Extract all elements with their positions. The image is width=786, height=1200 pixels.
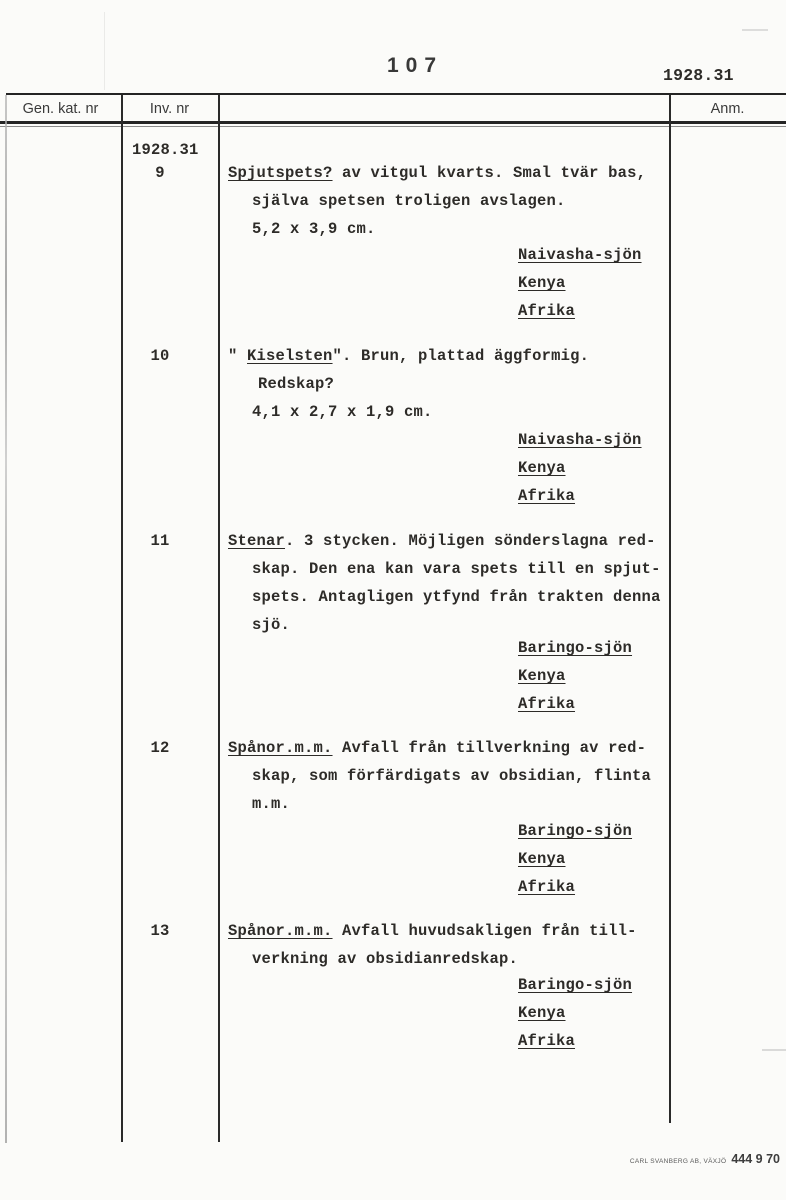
inventory-number: 9 — [155, 164, 165, 182]
entry-line — [228, 159, 670, 187]
provenance-country: Kenya — [518, 1004, 566, 1022]
entry-line: själva spetsen troligen avslagen. — [252, 192, 566, 210]
entry-line: 5,2 x 3,9 cm. — [252, 220, 376, 238]
page-left-margin-rule — [5, 95, 7, 1143]
catalog-entry-11 — [130, 527, 670, 639]
catalog-entry-9 — [130, 159, 670, 243]
inventory-number: 13 — [150, 922, 170, 940]
provenance-continent: Afrika — [518, 695, 576, 713]
entry-line — [228, 734, 670, 762]
provenance-place: Baringo-sjön — [518, 822, 633, 840]
provenance-block — [518, 817, 632, 901]
header-inv-nr: Inv. nr — [149, 101, 190, 117]
provenance-continent: Afrika — [518, 487, 576, 505]
provenance-block — [518, 241, 642, 325]
printer-name: CARL SVANBERG AB, VÄXJÖ — [629, 1158, 727, 1165]
provenance-block — [518, 426, 642, 510]
entry-heading-prefix: " — [228, 347, 248, 365]
provenance-country: Kenya — [518, 274, 566, 292]
provenance-continent: Afrika — [518, 878, 576, 896]
provenance-place: Baringo-sjön — [518, 976, 633, 994]
entry-line: 4,1 x 2,7 x 1,9 cm. — [252, 403, 433, 421]
entry-heading: Spånor.m.m. — [228, 922, 333, 940]
inventory-number: 12 — [150, 739, 170, 757]
provenance-country: Kenya — [518, 850, 566, 868]
column-rule-genkat-inv — [121, 95, 123, 1142]
entry-heading: Kiselsten — [247, 347, 333, 365]
entry-line: skap. Den ena kan vara spets till en spjut- — [252, 560, 661, 578]
provenance-continent: Afrika — [518, 1032, 576, 1050]
entry-line — [228, 917, 670, 945]
entry-heading: Spånor.m.m. — [228, 739, 333, 757]
entry-first-line-rest: Avfall från tillverkning av red- — [332, 739, 647, 757]
header-anm: Anm. — [710, 101, 745, 117]
provenance-block — [518, 971, 632, 1055]
catalog-entry-12 — [130, 734, 670, 818]
entry-line: skap, som förfärdigats av obsidian, flinta — [252, 767, 652, 785]
provenance-block — [518, 634, 632, 718]
provenance-country: Kenya — [518, 667, 566, 685]
entry-line — [228, 342, 670, 370]
catalog-entry-10 — [130, 342, 670, 426]
entry-line: verkning av obsidianredskap. — [252, 950, 519, 968]
inventory-group-label: 1928.31 — [132, 141, 199, 159]
provenance-place: Naivasha-sjön — [518, 246, 642, 264]
entry-line: Redskap? — [258, 375, 335, 393]
page-number: 107 — [386, 54, 444, 77]
entry-line: m.m. — [252, 795, 291, 813]
provenance-continent: Afrika — [518, 302, 576, 320]
entry-line — [228, 527, 670, 555]
provenance-place: Baringo-sjön — [518, 639, 633, 657]
entry-line: sjö. — [252, 616, 291, 634]
year-reference: 1928.31 — [663, 66, 734, 85]
provenance-place: Naivasha-sjön — [518, 431, 642, 449]
printer-code: 444 9 70 — [731, 1152, 780, 1166]
entry-heading: Stenar — [228, 532, 286, 550]
scan-artifact — [104, 12, 105, 90]
entry-heading: Spjutspets? — [228, 164, 333, 182]
provenance-country: Kenya — [518, 459, 566, 477]
entry-first-line-rest: av vitgul kvarts. Smal tvär bas, — [332, 164, 647, 182]
inventory-number: 10 — [150, 347, 170, 365]
entry-first-line-rest: . 3 stycken. Möjligen sönderslagna red- — [285, 532, 656, 550]
entry-first-line-rest: Avfall huvudsakligen från till- — [332, 922, 637, 940]
printer-imprint — [630, 1152, 780, 1166]
entry-line: spets. Antagligen ytfynd från trakten denna — [252, 588, 661, 606]
scan-artifact — [742, 29, 768, 31]
inventory-number: 11 — [150, 532, 170, 550]
entry-first-line-rest: ". Brun, plattad äggformig. — [332, 347, 590, 365]
scan-artifact — [762, 1049, 786, 1051]
catalog-entry-13 — [130, 917, 670, 973]
header-gen-kat-nr: Gen. kat. nr — [22, 101, 99, 117]
